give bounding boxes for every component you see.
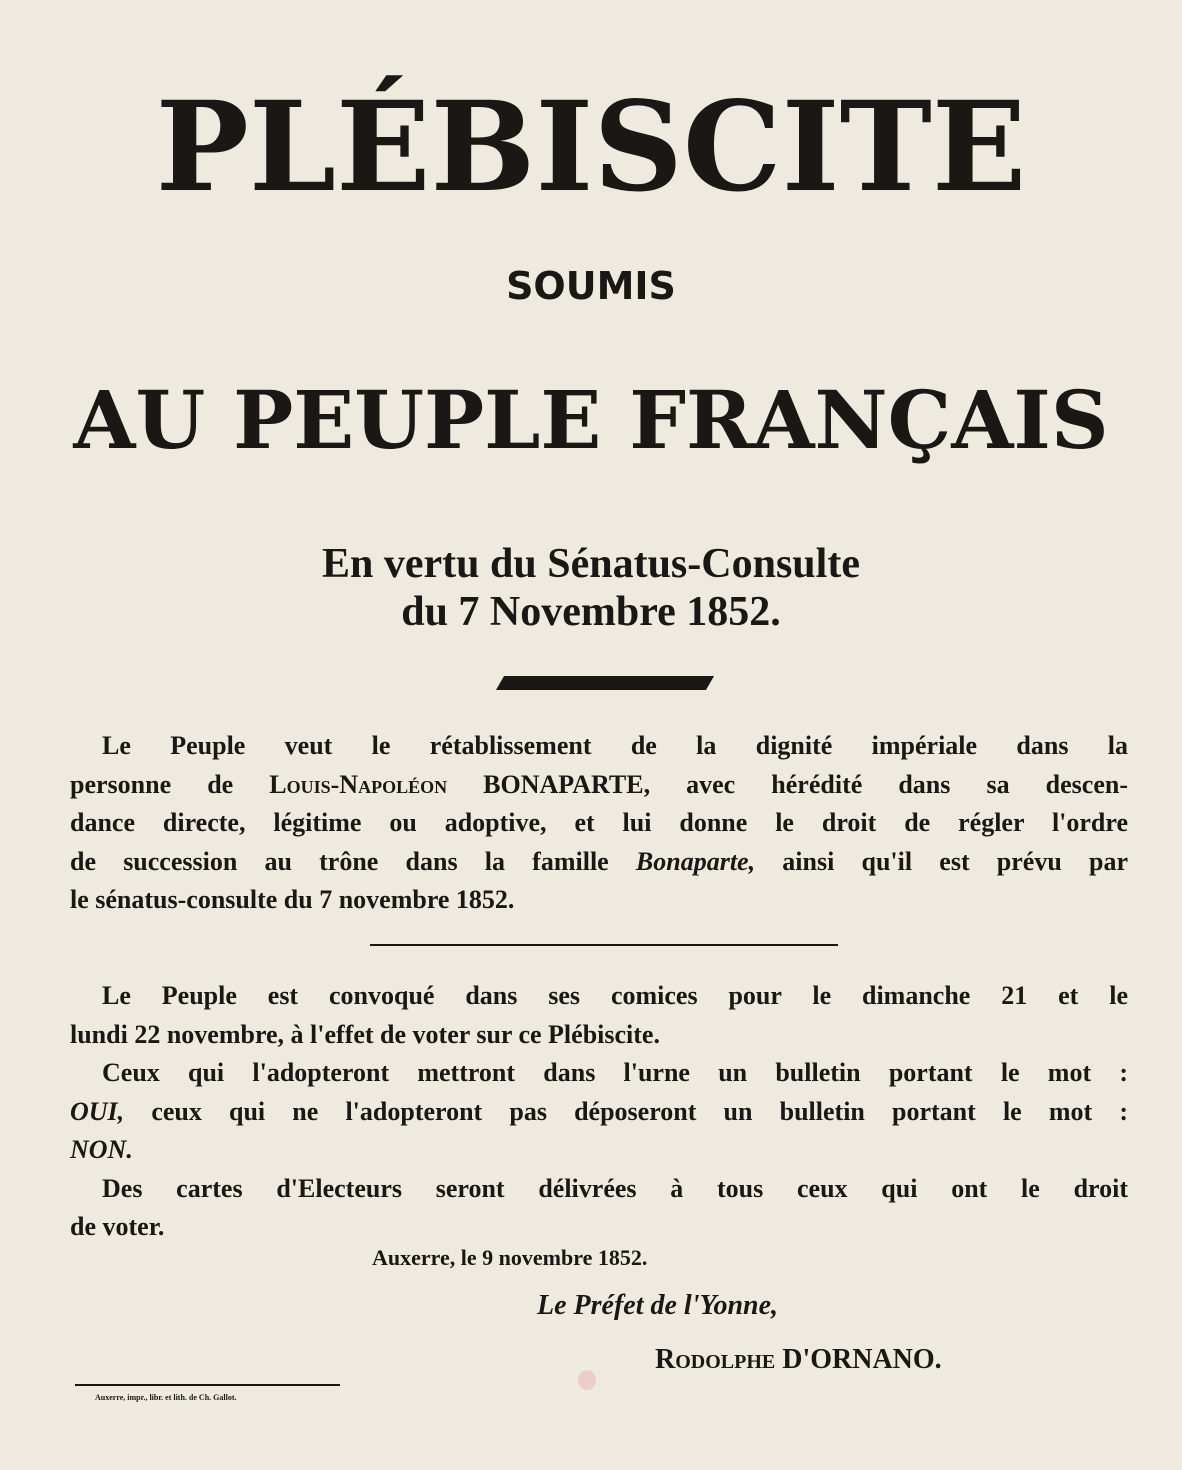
place-date: Auxerre, le 9 novembre 1852.: [372, 1245, 648, 1270]
text-segment: ceux qui ne l'adopteront pas déposeront un bulletin portant le mot :: [124, 1096, 1128, 1126]
basis-line-2: [0, 588, 1182, 636]
convocation-paragraph: [70, 977, 1128, 1247]
text-segment: BONAPARTE, avec hérédité dans sa descen-: [447, 769, 1128, 799]
text-segment: le sénatus-consulte du 7 novembre 1852.: [70, 885, 515, 914]
basis-line-1: [0, 540, 1182, 588]
text-line: [70, 1131, 1128, 1170]
headline-text: AU PEUPLE FRANÇAIS: [73, 373, 1109, 467]
text-segment: de succession au trône dans la famille: [70, 846, 636, 876]
subtitle-text: SOUMIS: [506, 264, 676, 308]
poster-headline: [0, 370, 1182, 470]
thin-divider: [370, 944, 838, 946]
text-line: [70, 1054, 1128, 1093]
text-segment: Des cartes d'Electeurs seront délivrées à tous ceux qui ont le droit: [102, 1173, 1128, 1203]
text-segment: lundi 22 novembre, à l'effet de voter sur ce Plébiscite.: [70, 1019, 660, 1049]
text-line: [70, 1016, 1128, 1055]
signer-title: Le Préfet de l'Yonne,: [537, 1290, 779, 1321]
text-segment: de voter.: [70, 1212, 165, 1241]
text-line: [70, 881, 1128, 920]
text-segment: Bonaparte,: [635, 846, 756, 876]
text-segment: Ceux qui l'adopteront mettront dans l'urne un bulletin portant le mot :: [102, 1058, 1128, 1087]
printer-credit: Auxerre, impr., libr. et lith. de Ch. Gallot.: [95, 1393, 237, 1402]
text-line: [70, 804, 1128, 843]
signer-name: [655, 1344, 942, 1376]
signer-name-text: Rodolphe D'ORNANO.: [655, 1344, 942, 1375]
text-segment: NON.: [70, 1135, 133, 1164]
printer-rule: [75, 1384, 340, 1386]
text-line: [70, 977, 1128, 1016]
text-line: [70, 1170, 1128, 1209]
text-segment: Louis-Napoléon: [269, 769, 448, 799]
thick-divider: [496, 676, 714, 690]
text-segment: Le Peuple est convoqué dans ses comices pour le dimanche 21 et le: [102, 981, 1128, 1010]
text-line: [70, 1093, 1128, 1132]
basis-text: du 7 Novembre 1852.: [401, 589, 781, 635]
basis-text: En vertu du Sénatus-Consulte: [322, 541, 860, 587]
text-segment: OUI,: [70, 1096, 125, 1126]
text-segment: dance directe, légitime ou adoptive, et lui donne le droit de régler l'ordre: [70, 808, 1128, 837]
text-line: [70, 1208, 1128, 1247]
title-text: PLÉBISCITE: [155, 75, 1027, 220]
text-line: [70, 843, 1128, 882]
text-segment: Le Peuple veut le rétablissement de la dignité impériale dans la: [102, 731, 1128, 760]
poster-title: [0, 75, 1182, 220]
text-segment: ainsi qu'il est prévu par: [755, 846, 1128, 876]
poster-subtitle: [0, 264, 1182, 308]
text-line: [70, 727, 1128, 766]
text-segment: personne de: [70, 769, 270, 799]
library-stamp-icon: [578, 1370, 596, 1390]
text-line: [70, 766, 1128, 805]
proclamation-paragraph: [70, 727, 1128, 920]
